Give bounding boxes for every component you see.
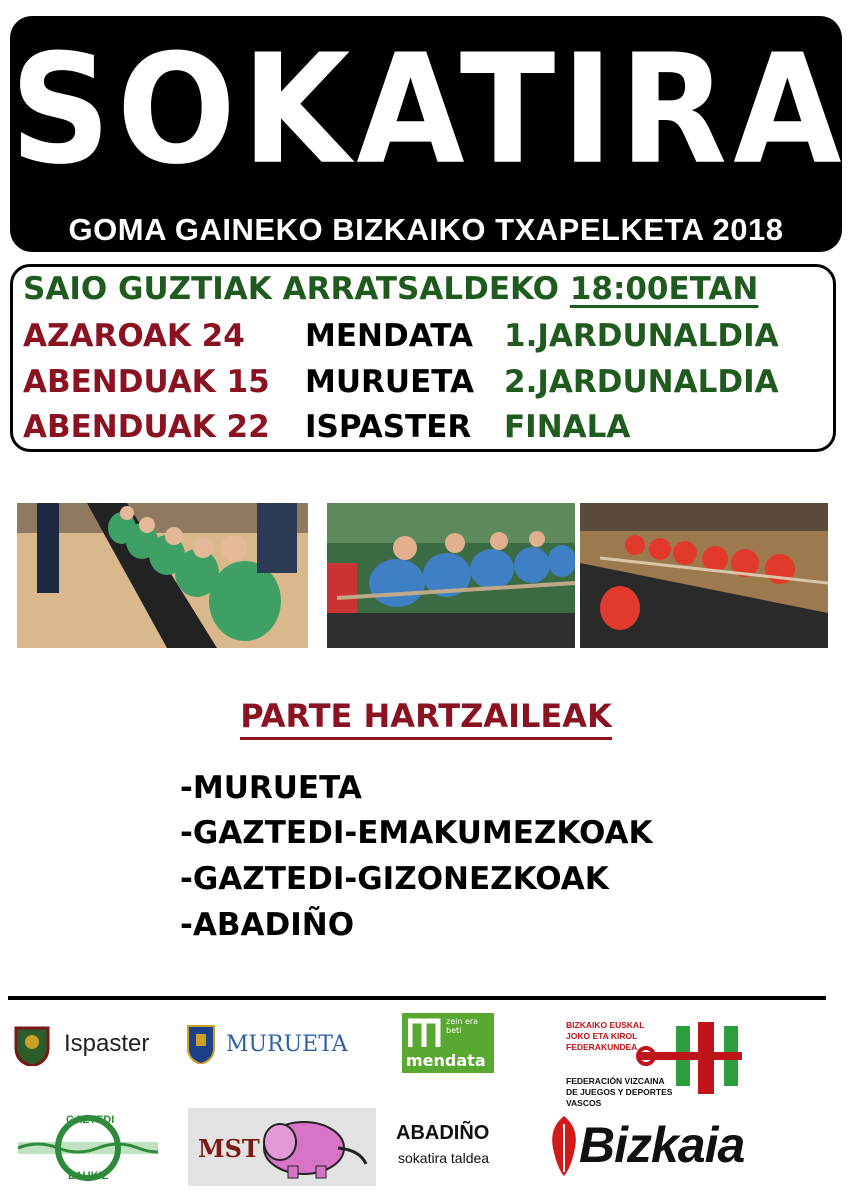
abadino-logo <box>396 1122 526 1172</box>
ispaster-logo <box>12 1020 150 1068</box>
schedule-stage: FINALA <box>504 409 631 445</box>
schedule-note-time: 18:00ETAN <box>569 271 759 307</box>
schedule-note <box>23 271 758 307</box>
schedule-place: ISPASTER <box>305 409 472 445</box>
schedule-place: MENDATA <box>305 318 474 354</box>
murueta-logo <box>186 1022 348 1066</box>
gaztedi-top-text: GAZTEDI <box>66 1114 115 1126</box>
bizkaia-logo <box>545 1108 760 1184</box>
mst-logo <box>188 1108 376 1186</box>
bizkaia-text: Bizkaia <box>579 1117 745 1173</box>
participants-heading-text: PARTE HARTZAILEAK <box>240 697 612 740</box>
participant-item: -GAZTEDI-EMAKUMEZKOAK <box>180 815 653 851</box>
tug-of-war-photo-red-team <box>580 503 828 648</box>
schedule-note-prefix: SAIO GUZTIAK ARRATSALDEKO <box>23 271 570 307</box>
schedule-box <box>10 264 836 452</box>
abadino-title: ABADIÑO <box>396 1122 490 1144</box>
tug-of-war-photo-blue-team <box>327 503 575 648</box>
divider <box>8 996 826 1000</box>
federation-logo <box>566 1020 756 1112</box>
schedule-stage: 1.JARDUNALDIA <box>504 318 779 354</box>
tug-of-war-photo-green-team <box>17 503 308 648</box>
mendata-logo <box>402 1013 494 1073</box>
gaztedi-bottom-text: LAUKIZ <box>68 1170 109 1182</box>
schedule-date: ABENDUAK 22 <box>23 409 270 445</box>
participant-item: -GAZTEDI-GIZONEZKOAK <box>180 861 609 897</box>
poster-title: SOKATIRA <box>10 22 848 199</box>
participants-heading <box>0 697 852 735</box>
federation-spanish-text: FEDERACIÓN VIZCAINA DE JUEGOS Y DEPORTES VASCOS <box>566 1076 673 1108</box>
schedule-date: ABENDUAK 15 <box>23 364 270 400</box>
gaztedi-logo <box>18 1112 158 1184</box>
mendata-m-icon <box>408 1017 442 1049</box>
murueta-crest-icon <box>186 1024 216 1064</box>
mendata-tagline: zein era beti <box>446 1017 479 1035</box>
murueta-text: MURUETA <box>226 1032 348 1057</box>
federation-emblem-icon <box>636 1022 748 1098</box>
schedule-place: MURUETA <box>305 364 474 400</box>
mst-text: MST <box>198 1134 260 1163</box>
poster-subtitle: GOMA GAINEKO BIZKAIKO TXAPELKETA 2018 <box>68 212 784 247</box>
participant-item: -MURUETA <box>180 770 362 806</box>
bizkaia-leaf-icon <box>545 1114 583 1178</box>
schedule-date: AZAROAK 24 <box>23 318 245 354</box>
ispaster-crest-icon <box>12 1022 52 1066</box>
federation-basque-text: BIZKAIKO EUSKAL JOKO ETA KIROL FEDERAKUNDEA <box>566 1020 645 1052</box>
mendata-text: mendata <box>406 1051 486 1070</box>
ispaster-text: Ispaster <box>64 1030 150 1057</box>
header-banner <box>10 16 848 252</box>
abadino-subtitle: sokatira taldea <box>398 1150 490 1166</box>
participant-item: -ABADIÑO <box>180 907 355 943</box>
schedule-stage: 2.JARDUNALDIA <box>504 364 779 400</box>
